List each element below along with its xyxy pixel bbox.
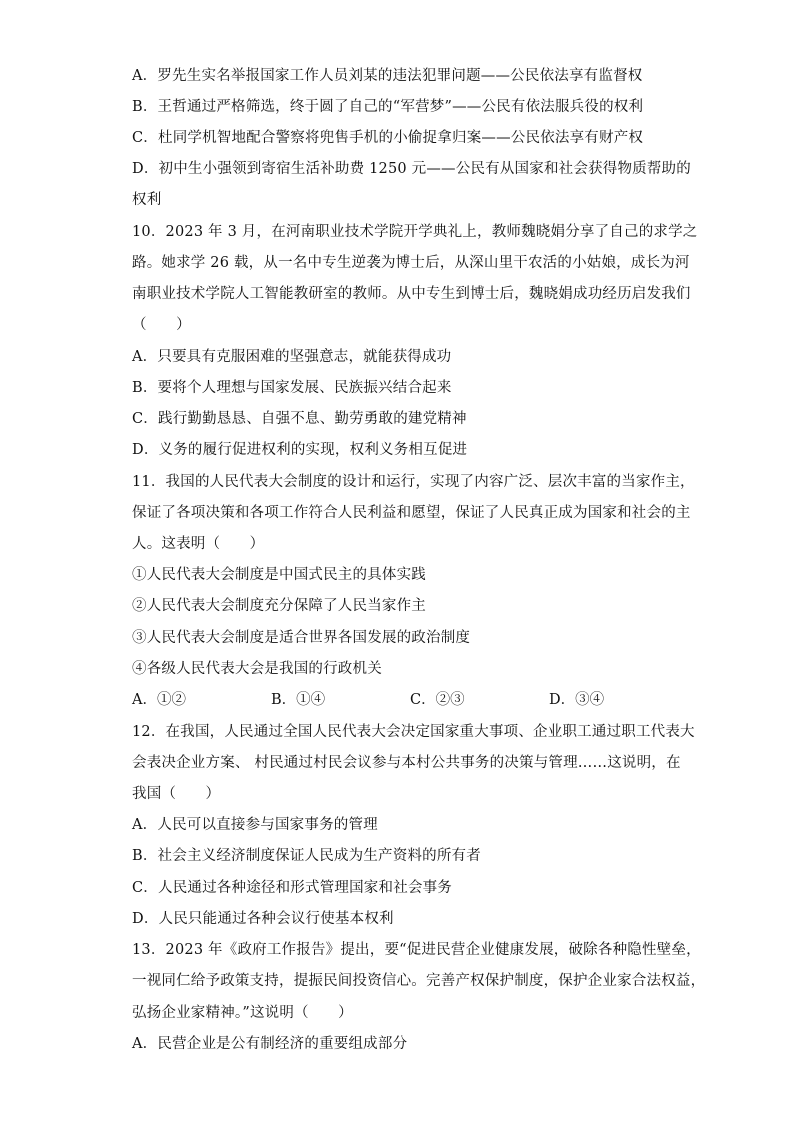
q9-option-d-cont: 权利: [132, 192, 162, 208]
q13-stem-cont: 一视同仁给予政策支持，提振民间投资信心。完善产权保护制度，保护企业家合法权益，: [132, 973, 706, 989]
q13-stem-cont: 弘扬企业家精神。”这说明（ ）: [132, 1005, 353, 1021]
q9-option-a: A．罗先生实名举报国家工作人员刘某的违法犯罪问题——公民依法享有监督权: [132, 68, 643, 84]
q13-option-a: A．民营企业是公有制经济的重要组成部分: [132, 1036, 408, 1052]
q12-option-c: C．人民通过各种途径和形式管理国家和社会事务: [132, 880, 452, 896]
q11-stem: 11．我国的人民代表大会制度的设计和运行，实现了内容广泛、层次丰富的当家作主，: [132, 474, 695, 490]
q10-stem-cont: 南职业技术学院人工智能教研室的教师。从中专生到博士后，魏晓娟成功经历启发我们: [132, 286, 691, 302]
q11-stem-cont: 人。这表明（ ）: [132, 536, 265, 552]
q10-option-a: A．只要具有克服困难的坚强意志，就能获得成功: [132, 349, 452, 365]
q10-stem: 10．2023 年 3 月，在河南职业技术学院开学典礼上，教师魏晓娟分享了自己的求学之: [132, 224, 698, 240]
q12-stem: 12．在我国，人民通过全国人民代表大会决定国家重大事项、企业职工通过职工代表大: [132, 724, 695, 740]
q12-option-b: B．社会主义经济制度保证人民成为生产资料的所有者: [132, 848, 481, 864]
q10-answer-bracket: （ ）: [132, 317, 191, 333]
q12-stem-cont: 我国（ ）: [132, 786, 221, 802]
q13-stem: 13．2023 年《政府工作报告》提出，要“促进民营企业健康发展，破除各种隐性壁垒，: [132, 942, 701, 958]
q12-stem-cont: 会表决企业方案、 村民通过村民会议参与本村公共事务的决策与管理……这说明，在: [132, 755, 681, 771]
q11-option-b: B．①④: [271, 692, 326, 708]
q12-option-a: A．人民可以直接参与国家事务的管理: [132, 817, 378, 833]
q11-statement-2: ②人民代表大会制度充分保障了人民当家作主: [132, 598, 426, 614]
q10-option-b: B．要将个人理想与国家发展、民族振兴结合起来: [132, 380, 452, 396]
q11-option-d: D．③④: [549, 692, 605, 708]
q11-stem-cont: 保证了各项决策和各项工作符合人民利益和愿望，保证了人民真正成为国家和社会的主: [132, 505, 691, 521]
q12-option-d: D．人民只能通过各种会议行使基本权利: [132, 911, 394, 927]
q10-stem-cont: 路。她求学 26 载，从一名中专生逆袭为博士后，从深山里干农活的小姑娘，成长为河: [132, 255, 690, 271]
q11-statement-1: ①人民代表大会制度是中国式民主的具体实践: [132, 567, 426, 583]
q11-option-c: C．②③: [410, 692, 465, 708]
q11-option-a: A．①②: [132, 692, 186, 708]
q9-option-b: B．王哲通过严格筛选，终于圆了自己的“军营梦”——公民有依法服兵役的权利: [132, 99, 644, 115]
q10-option-d: D．义务的履行促进权利的实现，权利义务相互促进: [132, 442, 468, 458]
q11-statement-4: ④各级人民代表大会是我国的行政机关: [132, 661, 382, 677]
q9-option-c: C．杜同学机智地配合警察将兜售手机的小偷捉拿归案——公民依法享有财产权: [132, 130, 644, 146]
q9-option-d: D．初中生小强领到寄宿生活补助费 1250 元——公民有从国家和社会获得物质帮助的: [132, 161, 691, 177]
q10-option-c: C．践行勤勤恳恳、自强不息、勤劳勇敢的建党精神: [132, 411, 467, 427]
q11-statement-3: ③人民代表大会制度是适合世界各国发展的政治制度: [132, 630, 471, 646]
